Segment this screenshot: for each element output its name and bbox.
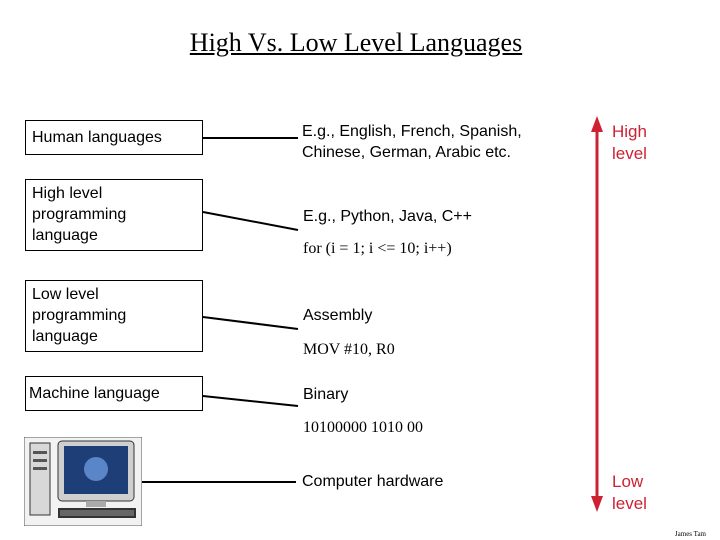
box-label: Machine language — [29, 385, 160, 402]
page-title: High Vs. Low Level Languages — [189, 28, 523, 57]
example-human: E.g., English, French, Spanish, Chinese, German, Arabic etc. — [302, 123, 522, 161]
high-level-label: High level — [612, 122, 647, 163]
connector-machine — [203, 396, 298, 406]
code-machine: 10100000 1010 00 — [303, 419, 423, 436]
arrow-head-bottom — [591, 496, 603, 512]
example-machine: Binary — [303, 386, 349, 403]
low-level-label: Low level — [612, 472, 647, 513]
code-high-level: for (i = 1; i <= 10; i++) — [303, 240, 452, 257]
box-label: Human languages — [32, 129, 162, 146]
hardware-label: Computer hardware — [302, 473, 444, 490]
connector-low-level — [203, 317, 298, 329]
example-low-level: Assembly — [303, 307, 373, 324]
box-label: Low level programming language — [32, 286, 127, 345]
connector-high-level — [203, 212, 298, 230]
arrow-head-top — [591, 116, 603, 132]
example-high-level: E.g., Python, Java, C++ — [303, 208, 472, 225]
author-credit: James Tam — [674, 530, 706, 538]
box-label: High level programming language — [32, 185, 127, 244]
code-low-level: MOV #10, R0 — [303, 341, 395, 358]
